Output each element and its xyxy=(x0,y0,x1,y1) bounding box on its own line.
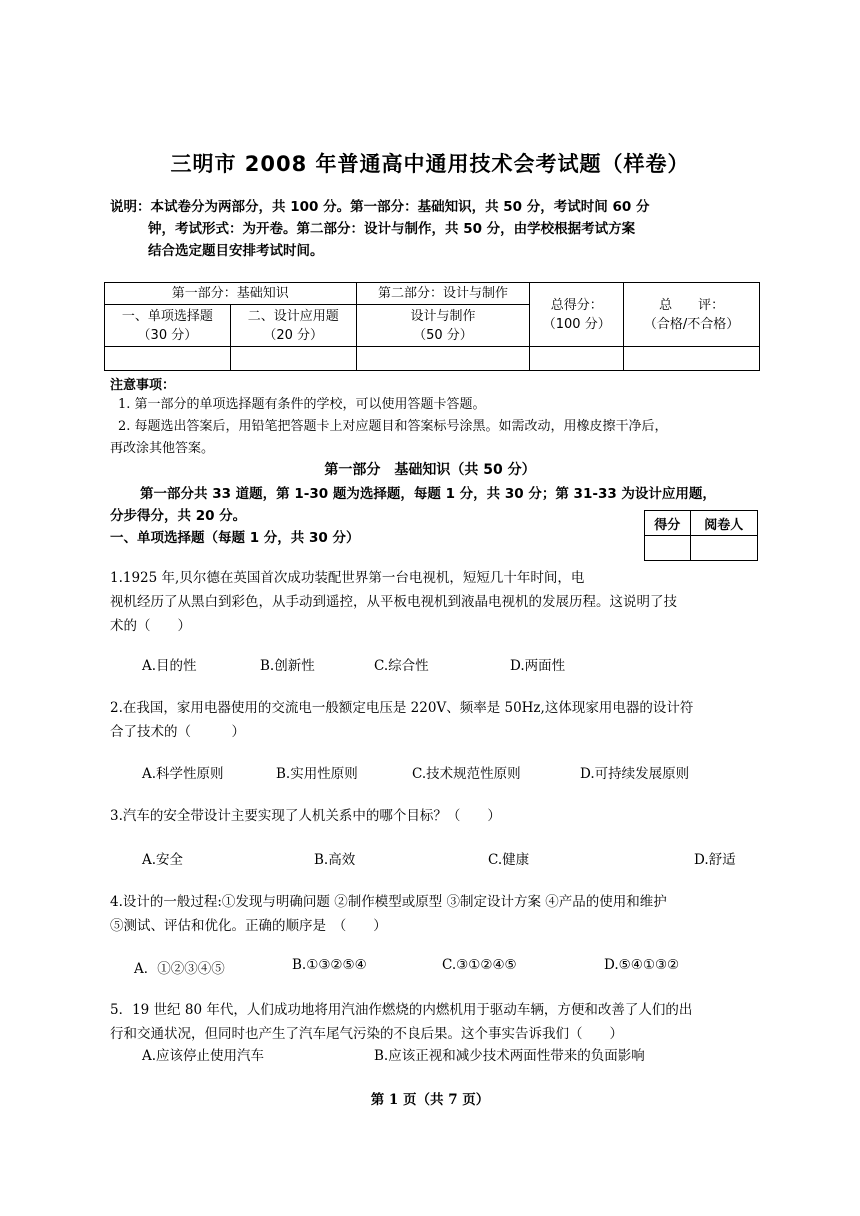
question-3-option-a[interactable]: A.安全 xyxy=(142,852,184,868)
note-item-2-line-2: 再改涂其他答案。 xyxy=(110,441,215,456)
score-table xyxy=(104,282,760,371)
question-5-options xyxy=(142,1044,762,1064)
question-4-option-c[interactable]: C.③①②④⑤ xyxy=(442,957,517,973)
question-2-option-c[interactable]: C.技术规范性原则 xyxy=(412,766,521,782)
notes-title: 注意事项： xyxy=(110,378,176,393)
question-2-line-1: 2.在我国，家用电器使用的交流电一般额定电压是 220V、频率是 50Hz,这体现家用电器的设计符 xyxy=(110,700,694,716)
description-line-2: 钟，考试形式：为开卷。第二部分：设计与制作，共 50 分，由学校根据考试方案 xyxy=(148,221,636,237)
section-subtitle: 一、单项选择题（每题 1 分，共 30 分） xyxy=(110,530,360,546)
score-col3-cell xyxy=(356,305,530,347)
score-evaluation-cell xyxy=(624,283,760,347)
question-4-option-a[interactable]: A．①②③④⑤ xyxy=(134,961,225,977)
section-description-line-2: 分步得分，共 20 分。 xyxy=(110,508,247,524)
question-1-line-1: 1.1925 年,贝尔德在英国首次成功装配世界第一台电视机，短短几十年时间，电 xyxy=(110,570,585,586)
question-2-option-a[interactable]: A.科学性原则 xyxy=(142,766,224,782)
exam-description xyxy=(110,196,750,262)
score-evaluation-label: 总 评： xyxy=(659,297,725,313)
question-1 xyxy=(110,566,756,638)
question-5-option-b[interactable]: B.应该正视和减少技术两面性带来的负面影响 xyxy=(374,1048,645,1064)
grader-score-header: 得分 xyxy=(645,511,691,536)
question-1-options xyxy=(142,654,762,674)
question-3-line-1: 3.汽车的安全带设计主要实现了人机关系中的哪个目标？（ ） xyxy=(110,808,501,824)
question-1-option-d[interactable]: D.两面性 xyxy=(510,658,566,674)
note-item-1 xyxy=(110,394,756,416)
score-total-cell xyxy=(530,283,624,347)
grader-name-entry[interactable] xyxy=(690,536,757,561)
question-4-option-b[interactable]: B.①③②⑤④ xyxy=(292,957,367,973)
question-1-line-2: 视机经历了从黑白到彩色，从手动到遥控，从平板电视机到液晶电视机的发展历程。这说明了技 xyxy=(110,594,677,610)
question-3-option-d[interactable]: D.舒适 xyxy=(694,852,736,868)
description-line-3: 结合选定题目安排考试时间。 xyxy=(148,243,324,259)
score-part2-header: 第二部分：设计与制作 xyxy=(356,283,530,305)
score-total-label: 总得分： xyxy=(550,297,603,313)
score-col2-points: （20 分） xyxy=(263,327,324,343)
question-3 xyxy=(110,804,756,828)
question-5-option-a[interactable]: A.应该停止使用汽车 xyxy=(142,1048,265,1064)
question-1-line-3: 术的（ ） xyxy=(110,618,191,634)
score-col1-cell xyxy=(105,305,231,347)
question-3-options xyxy=(142,848,762,868)
question-4 xyxy=(110,890,756,938)
question-4-line-2: ⑤测试、评估和优化。正确的顺序是 （ ） xyxy=(110,918,387,934)
section-title: 第一部分 基础知识（共 50 分） xyxy=(324,462,536,478)
question-1-option-c[interactable]: C.综合性 xyxy=(374,658,429,674)
score-part1-header: 第一部分：基础知识 xyxy=(105,283,357,305)
score-entry-1[interactable] xyxy=(105,347,231,371)
question-1-option-b[interactable]: B.创新性 xyxy=(260,658,315,674)
grader-table xyxy=(644,510,758,561)
section-description-line-1: 第一部分共 33 道题，第 1-30 题为选择题，每题 1 分，共 30 分；第 31-33 为设计应用题， xyxy=(140,486,716,502)
question-2 xyxy=(110,696,756,744)
note-item-1-text: 1. 第一部分的单项选择题有条件的学校，可以使用答题卡答题。 xyxy=(118,397,486,412)
score-total-points: （100 分） xyxy=(542,316,611,332)
question-2-options xyxy=(142,762,762,782)
score-col2-label: 二、设计应用题 xyxy=(247,308,339,324)
question-4-options xyxy=(134,957,762,977)
score-col3-points: （50 分） xyxy=(413,327,473,343)
score-evaluation-note: （合格/不合格） xyxy=(643,316,740,332)
question-3-option-c[interactable]: C.健康 xyxy=(488,852,530,868)
question-1-option-a[interactable]: A.目的性 xyxy=(142,658,197,674)
note-item-2-line-1: 2. 每题选出答案后，用铅笔把答题卡上对应题目和答案标号涂黑。如需改动，用橡皮擦干净后， xyxy=(118,419,668,434)
exam-title: 三明市 2008 年普通高中通用技术会考试题（样卷） xyxy=(170,152,690,176)
question-5 xyxy=(110,998,756,1046)
question-2-option-d[interactable]: D.可持续发展原则 xyxy=(580,766,690,782)
score-col1-points: （30 分） xyxy=(137,327,198,343)
page-footer: 第 1 页（共 7 页） xyxy=(370,1092,490,1108)
grader-name-header: 阅卷人 xyxy=(690,511,757,536)
score-entry-2[interactable] xyxy=(230,347,356,371)
description-line-1: 说明：本试卷分为两部分，共 100 分。第一部分：基础知识，共 50 分，考试时间 60 分 xyxy=(110,199,650,215)
question-4-line-1: 4.设计的一般过程:①发现与明确问题 ②制作模型或原型 ③制定设计方案 ④产品的使用和维护 xyxy=(110,894,667,910)
question-2-option-b[interactable]: B.实用性原则 xyxy=(276,766,358,782)
score-entry-evaluation[interactable] xyxy=(624,347,760,371)
score-col1-label: 一、单项选择题 xyxy=(121,308,213,324)
note-item-2 xyxy=(110,416,756,460)
score-col2-cell xyxy=(230,305,356,347)
score-entry-3[interactable] xyxy=(356,347,530,371)
question-2-line-2: 合了技术的（ ） xyxy=(110,724,245,740)
score-entry-total[interactable] xyxy=(530,347,624,371)
score-col3-label: 设计与制作 xyxy=(410,308,476,324)
question-3-option-b[interactable]: B.高效 xyxy=(314,852,356,868)
grader-score-entry[interactable] xyxy=(645,536,691,561)
question-5-line-1: 5．19 世纪 80 年代，人们成功地将用汽油作燃烧的内燃机用于驱动车辆，方便和改善了人们的出 xyxy=(110,1002,693,1018)
question-5-line-2: 行和交通状况，但同时也产生了汽车尾气污染的不良后果。这个事实告诉我们（ ） xyxy=(110,1026,623,1042)
question-4-option-d[interactable]: D.⑤④①③② xyxy=(604,957,680,973)
